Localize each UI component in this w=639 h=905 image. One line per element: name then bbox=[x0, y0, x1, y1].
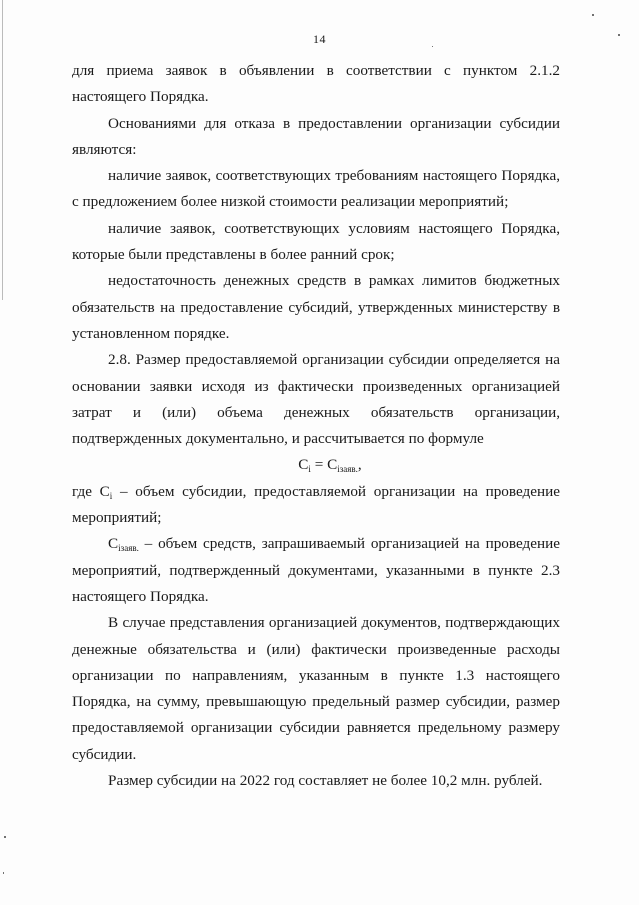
cizayav-text: – объем средств, запрашиваемый организацией на проведение мероприятий, подтвержденный документами, указанными в пункте 2.3 настоящего Порядка. bbox=[72, 535, 560, 605]
cizayav-subscript: iзаяв. bbox=[118, 543, 139, 554]
ci-definition-prefix: где C bbox=[72, 482, 110, 500]
scan-speck bbox=[432, 46, 433, 47]
scan-speck bbox=[3, 872, 4, 874]
scan-edge-mark bbox=[2, 0, 3, 300]
document-body bbox=[72, 58, 560, 794]
cizayav-prefix: C bbox=[108, 535, 119, 553]
formula-rhs-subscript: iзаяв. bbox=[337, 464, 358, 475]
paragraph-refusal-item-1: наличие заявок, соответствующих требованиям настоящего Порядка, с предложением более низкой стоимости реализации мероприятий; bbox=[72, 167, 560, 211]
ci-definition-text: – объем субсидии, предоставляемой организации на проведение мероприятий; bbox=[72, 482, 560, 527]
formula-equals: = C bbox=[310, 456, 338, 474]
formula bbox=[72, 452, 560, 478]
scan-speck bbox=[618, 34, 620, 36]
paragraph-section-2-8: 2.8. Размер предоставляемой организации субсидии определяется на основании заявки исходя из фактически произведенных организацией затрат и (или) объема денежных обязательств организации, подтвержденных документально, и рассчитывается по формуле bbox=[72, 351, 560, 448]
paragraph-refusal-item-2: наличие заявок, соответствующих условиям настоящего Порядка, которые были представлены в более ранний срок; bbox=[72, 219, 560, 264]
paragraph-subsidy-amount-2022: Размер субсидии на 2022 год составляет не более 10,2 млн. рублей. bbox=[108, 772, 543, 790]
formula-lhs-subscript: i bbox=[308, 464, 311, 475]
formula-lhs: C bbox=[298, 456, 309, 474]
paragraph-refusal-grounds: Основаниями для отказа в предоставлении организации субсидии являются: bbox=[72, 114, 560, 158]
page-number: 14 bbox=[313, 32, 326, 46]
paragraph-limit-case: В случае представления организацией документов, подтверждающих денежные обязательства и (или) фактически произведенные расходы организации по направлениям, указанным в пункте 1.3 настоящего Порядка, на сумму, превышающую предельный размер субсидии, размер предоставляемой организации субсидии равняется предельному размеру субсидии. bbox=[72, 614, 560, 763]
scan-speck bbox=[4, 836, 6, 838]
paragraph-ci-definition bbox=[72, 479, 560, 532]
paragraph-cizayav-definition bbox=[72, 531, 560, 610]
paragraph-refusal-item-3: недостаточность денежных средств в рамках лимитов бюджетных обязательств на предоставление субсидий, утвержденных министерству в установленном порядке. bbox=[72, 272, 560, 342]
paragraph-continuation: для приема заявок в объявлении в соответствии с пунктом 2.1.2 настоящего Порядка. bbox=[72, 62, 560, 106]
ci-definition-subscript: i bbox=[109, 490, 113, 501]
formula-tail: , bbox=[357, 456, 362, 474]
scan-speck bbox=[592, 14, 594, 16]
